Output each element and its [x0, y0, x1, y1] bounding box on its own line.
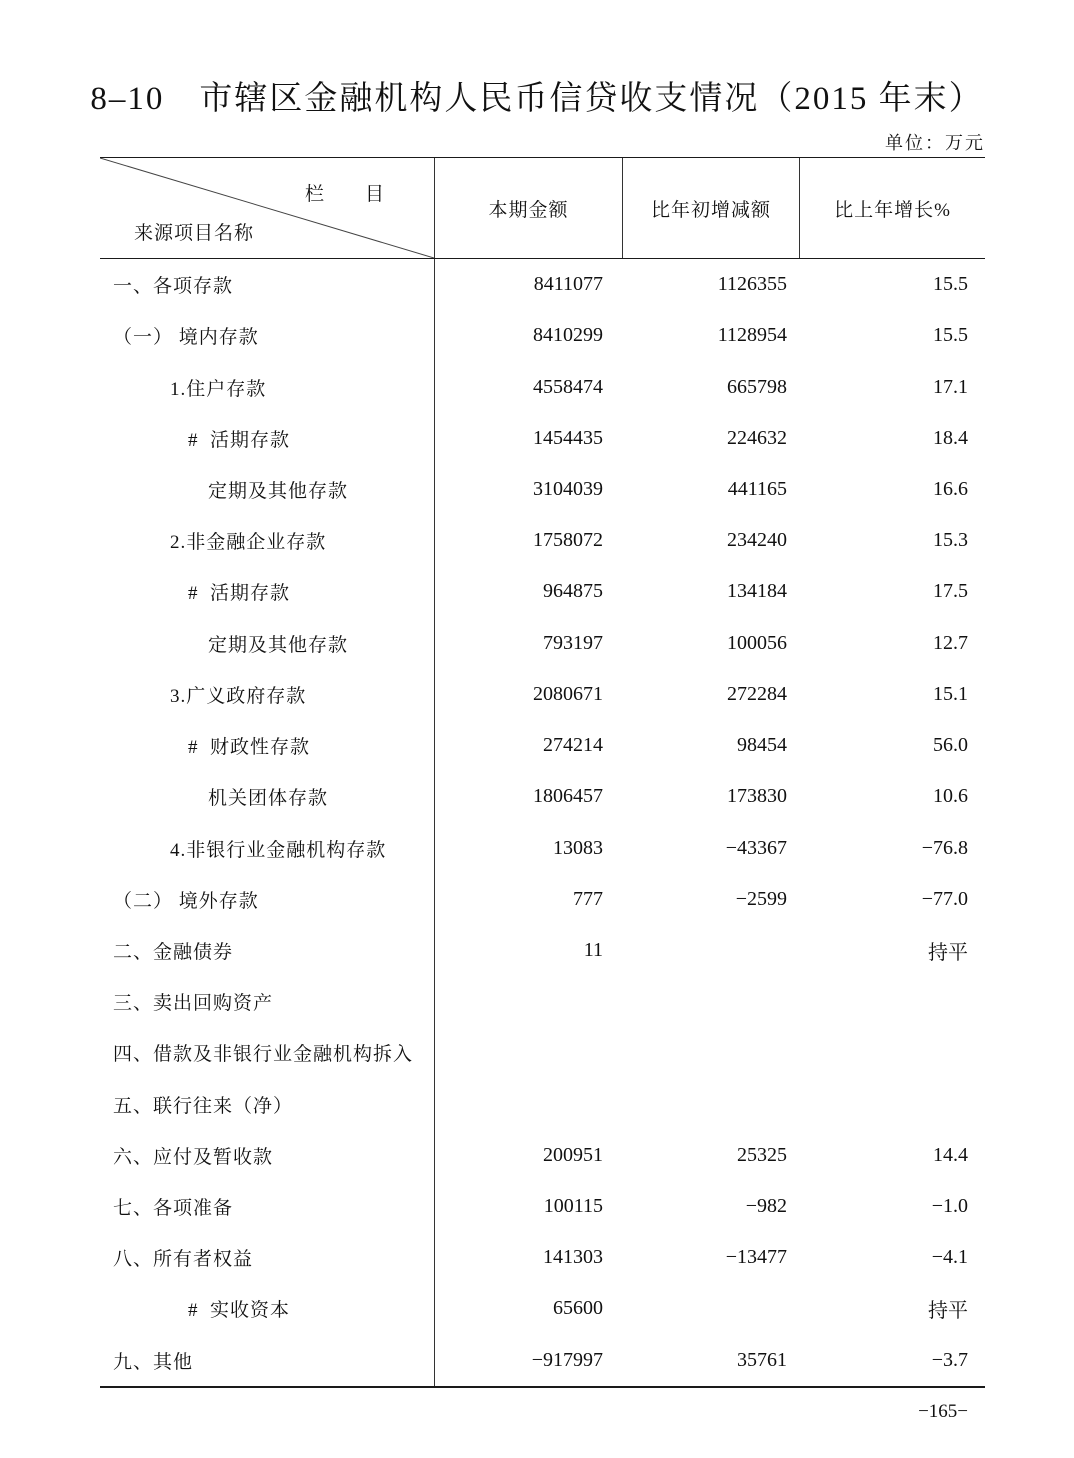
cell-growth-percent: −77.0 — [921, 887, 968, 910]
cell-growth-percent — [800, 976, 985, 1027]
column-header-growth-percent: 比上年增长% — [834, 199, 951, 221]
cell-growth-percent: −76.8 — [921, 836, 968, 859]
cell-growth-percent: −1.0 — [931, 1195, 968, 1218]
cell-current-amount: 777 — [573, 887, 603, 910]
cell-change-from-year-start: −982 — [745, 1195, 787, 1218]
cell-growth-percent: 持平 — [928, 941, 968, 964]
page-number: −165− — [918, 1401, 968, 1422]
table-row — [100, 464, 985, 515]
cell-change-from-year-start — [623, 976, 800, 1027]
cell-current-amount — [435, 1027, 623, 1078]
table-row — [100, 1181, 985, 1232]
cell-change-from-year-start: 25325 — [737, 1143, 787, 1166]
corner-source-items-label: 来源项目名称 — [134, 223, 255, 244]
cell-change-from-year-start: 224632 — [727, 426, 787, 449]
cell-change-from-year-start: −2599 — [735, 887, 787, 910]
cell-change-from-year-start: 272284 — [727, 682, 787, 705]
cell-current-amount: 100115 — [543, 1195, 603, 1218]
cell-current-amount: 141303 — [543, 1246, 603, 1269]
cell-current-amount: 1758072 — [533, 529, 603, 552]
row-label: 八、所有者权益 — [100, 1232, 435, 1283]
table-row — [100, 822, 985, 873]
corner-columns-label: 栏 目 — [305, 184, 386, 205]
row-label: 二、金融债券 — [100, 925, 435, 976]
credit-statistics-table — [100, 157, 985, 1388]
row-label: 六、应付及暂收款 — [100, 1130, 435, 1181]
row-label: # 财政性存款 — [100, 720, 435, 771]
table-row — [100, 976, 985, 1027]
row-label: # 活期存款 — [100, 413, 435, 464]
cell-change-from-year-start: 441165 — [727, 477, 787, 500]
cell-change-from-year-start — [623, 1283, 800, 1334]
table-row — [100, 720, 985, 771]
cell-change-from-year-start: 35761 — [737, 1348, 787, 1371]
cell-change-from-year-start — [623, 925, 800, 976]
row-label: 1.住户存款 — [100, 361, 435, 412]
cell-current-amount: 3104039 — [533, 477, 603, 500]
row-label: 四、借款及非银行业金融机构拆入 — [100, 1027, 435, 1078]
cell-growth-percent: 17.1 — [933, 375, 968, 398]
table-row — [100, 1130, 985, 1181]
cell-growth-percent: 14.4 — [933, 1143, 968, 1166]
row-label: 3.广义政府存款 — [100, 669, 435, 720]
table-row — [100, 1027, 985, 1078]
row-label: # 活期存款 — [100, 566, 435, 617]
cell-current-amount — [435, 1079, 623, 1130]
row-label: 机关团体存款 — [100, 771, 435, 822]
cell-change-from-year-start: 98454 — [737, 734, 787, 757]
cell-current-amount: 1454435 — [533, 426, 603, 449]
cell-current-amount: −917997 — [531, 1348, 603, 1371]
cell-growth-percent: 56.0 — [933, 734, 968, 757]
cell-growth-percent: 15.5 — [933, 273, 968, 296]
table-row — [100, 310, 985, 361]
cell-current-amount: 274214 — [543, 734, 603, 757]
row-label: 九、其他 — [100, 1335, 435, 1386]
page-title: 8–10 市辖区金融机构人民币信贷收支情况（2015 年末） — [90, 81, 984, 117]
table-row — [100, 1335, 985, 1386]
row-label: （二） 境外存款 — [100, 874, 435, 925]
cell-current-amount: 11 — [583, 938, 603, 961]
cell-change-from-year-start: 134184 — [727, 580, 787, 603]
table-row — [100, 515, 985, 566]
row-label: 五、联行往来（净） — [100, 1079, 435, 1130]
cell-change-from-year-start: −43367 — [725, 836, 787, 859]
cell-current-amount: 2080671 — [533, 682, 603, 705]
cell-growth-percent: 17.5 — [933, 580, 968, 603]
cell-change-from-year-start: 1128954 — [717, 324, 787, 347]
row-label: 定期及其他存款 — [100, 464, 435, 515]
table-header — [100, 157, 985, 259]
row-label: （一） 境内存款 — [100, 310, 435, 361]
cell-current-amount: 4558474 — [533, 375, 603, 398]
table-row — [100, 874, 985, 925]
row-label: 2.非金融企业存款 — [100, 515, 435, 566]
table-row — [100, 771, 985, 822]
table-body — [100, 259, 985, 1388]
cell-growth-percent — [800, 1079, 985, 1130]
cell-growth-percent: 18.4 — [933, 426, 968, 449]
table-row — [100, 413, 985, 464]
cell-current-amount: 65600 — [553, 1297, 603, 1320]
table-row — [100, 618, 985, 669]
cell-growth-percent: 15.3 — [933, 529, 968, 552]
cell-growth-percent: 15.1 — [933, 682, 968, 705]
cell-growth-percent: 10.6 — [933, 785, 968, 808]
cell-current-amount: 964875 — [543, 580, 603, 603]
table-row — [100, 361, 985, 412]
table-row — [100, 669, 985, 720]
cell-change-from-year-start: 665798 — [727, 375, 787, 398]
cell-change-from-year-start: 1126355 — [717, 273, 787, 296]
cell-current-amount: 8411077 — [533, 273, 603, 296]
cell-growth-percent — [800, 1027, 985, 1078]
unit-label: 单位：万元 — [885, 133, 985, 153]
cell-change-from-year-start: −13477 — [725, 1246, 787, 1269]
table-row — [100, 1283, 985, 1334]
cell-growth-percent: 12.7 — [933, 631, 968, 654]
cell-change-from-year-start — [623, 1079, 800, 1130]
cell-growth-percent: −4.1 — [931, 1246, 968, 1269]
table-row — [100, 925, 985, 976]
cell-current-amount: 793197 — [543, 631, 603, 654]
table-row — [100, 259, 985, 310]
cell-current-amount: 13083 — [553, 836, 603, 859]
cell-growth-percent: 15.5 — [933, 324, 968, 347]
row-label: 三、卖出回购资产 — [100, 976, 435, 1027]
cell-change-from-year-start: 100056 — [727, 631, 787, 654]
column-header-change-from-year-start: 比年初增减额 — [623, 158, 800, 258]
cell-change-from-year-start: 234240 — [727, 529, 787, 552]
cell-current-amount: 200951 — [543, 1143, 603, 1166]
row-label: 定期及其他存款 — [100, 618, 435, 669]
cell-change-from-year-start — [623, 1027, 800, 1078]
table-row — [100, 566, 985, 617]
cell-current-amount: 8410299 — [533, 324, 603, 347]
header-corner-cell — [100, 158, 435, 258]
row-label: 4.非银行业金融机构存款 — [100, 822, 435, 873]
row-label: # 实收资本 — [100, 1283, 435, 1334]
cell-current-amount: 1806457 — [533, 785, 603, 808]
column-header-current-amount: 本期金额 — [435, 158, 623, 258]
cell-growth-percent: 16.6 — [933, 477, 968, 500]
cell-growth-percent: −3.7 — [931, 1348, 968, 1371]
row-label: 一、各项存款 — [100, 259, 435, 310]
table-row — [100, 1232, 985, 1283]
cell-change-from-year-start: 173830 — [727, 785, 787, 808]
cell-growth-percent: 持平 — [928, 1300, 968, 1323]
row-label: 七、各项准备 — [100, 1181, 435, 1232]
table-row — [100, 1079, 985, 1130]
cell-current-amount — [435, 976, 623, 1027]
